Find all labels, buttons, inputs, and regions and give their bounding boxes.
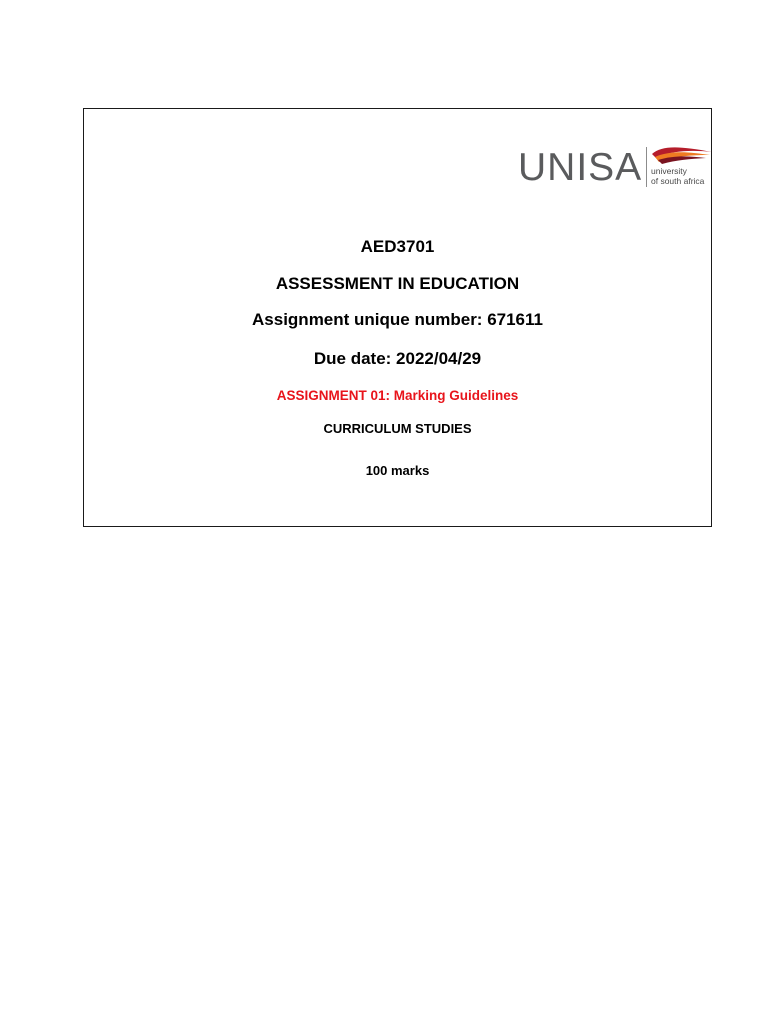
department-name: CURRICULUM STUDIES bbox=[323, 421, 472, 436]
logo-subtitle bbox=[651, 167, 704, 186]
logo-divider bbox=[646, 147, 647, 187]
total-marks: 100 marks bbox=[365, 463, 430, 478]
assignment-title: ASSIGNMENT 01: Marking Guidelines bbox=[276, 388, 519, 403]
logo-subtitle-line2: of south africa bbox=[651, 175, 705, 186]
due-date: Due date: 2022/04/29 bbox=[313, 349, 482, 368]
unisa-logo bbox=[518, 145, 714, 189]
logo-subtitle-line1: university bbox=[651, 166, 687, 176]
cover-page-box bbox=[83, 108, 712, 527]
module-name: ASSESSMENT IN EDUCATION bbox=[275, 274, 520, 293]
assignment-unique-number: Assignment unique number: 671611 bbox=[252, 310, 543, 329]
logo-wing-icon bbox=[650, 145, 714, 167]
module-code: AED3701 bbox=[360, 237, 435, 256]
logo-wordmark: UNISA bbox=[518, 146, 643, 189]
